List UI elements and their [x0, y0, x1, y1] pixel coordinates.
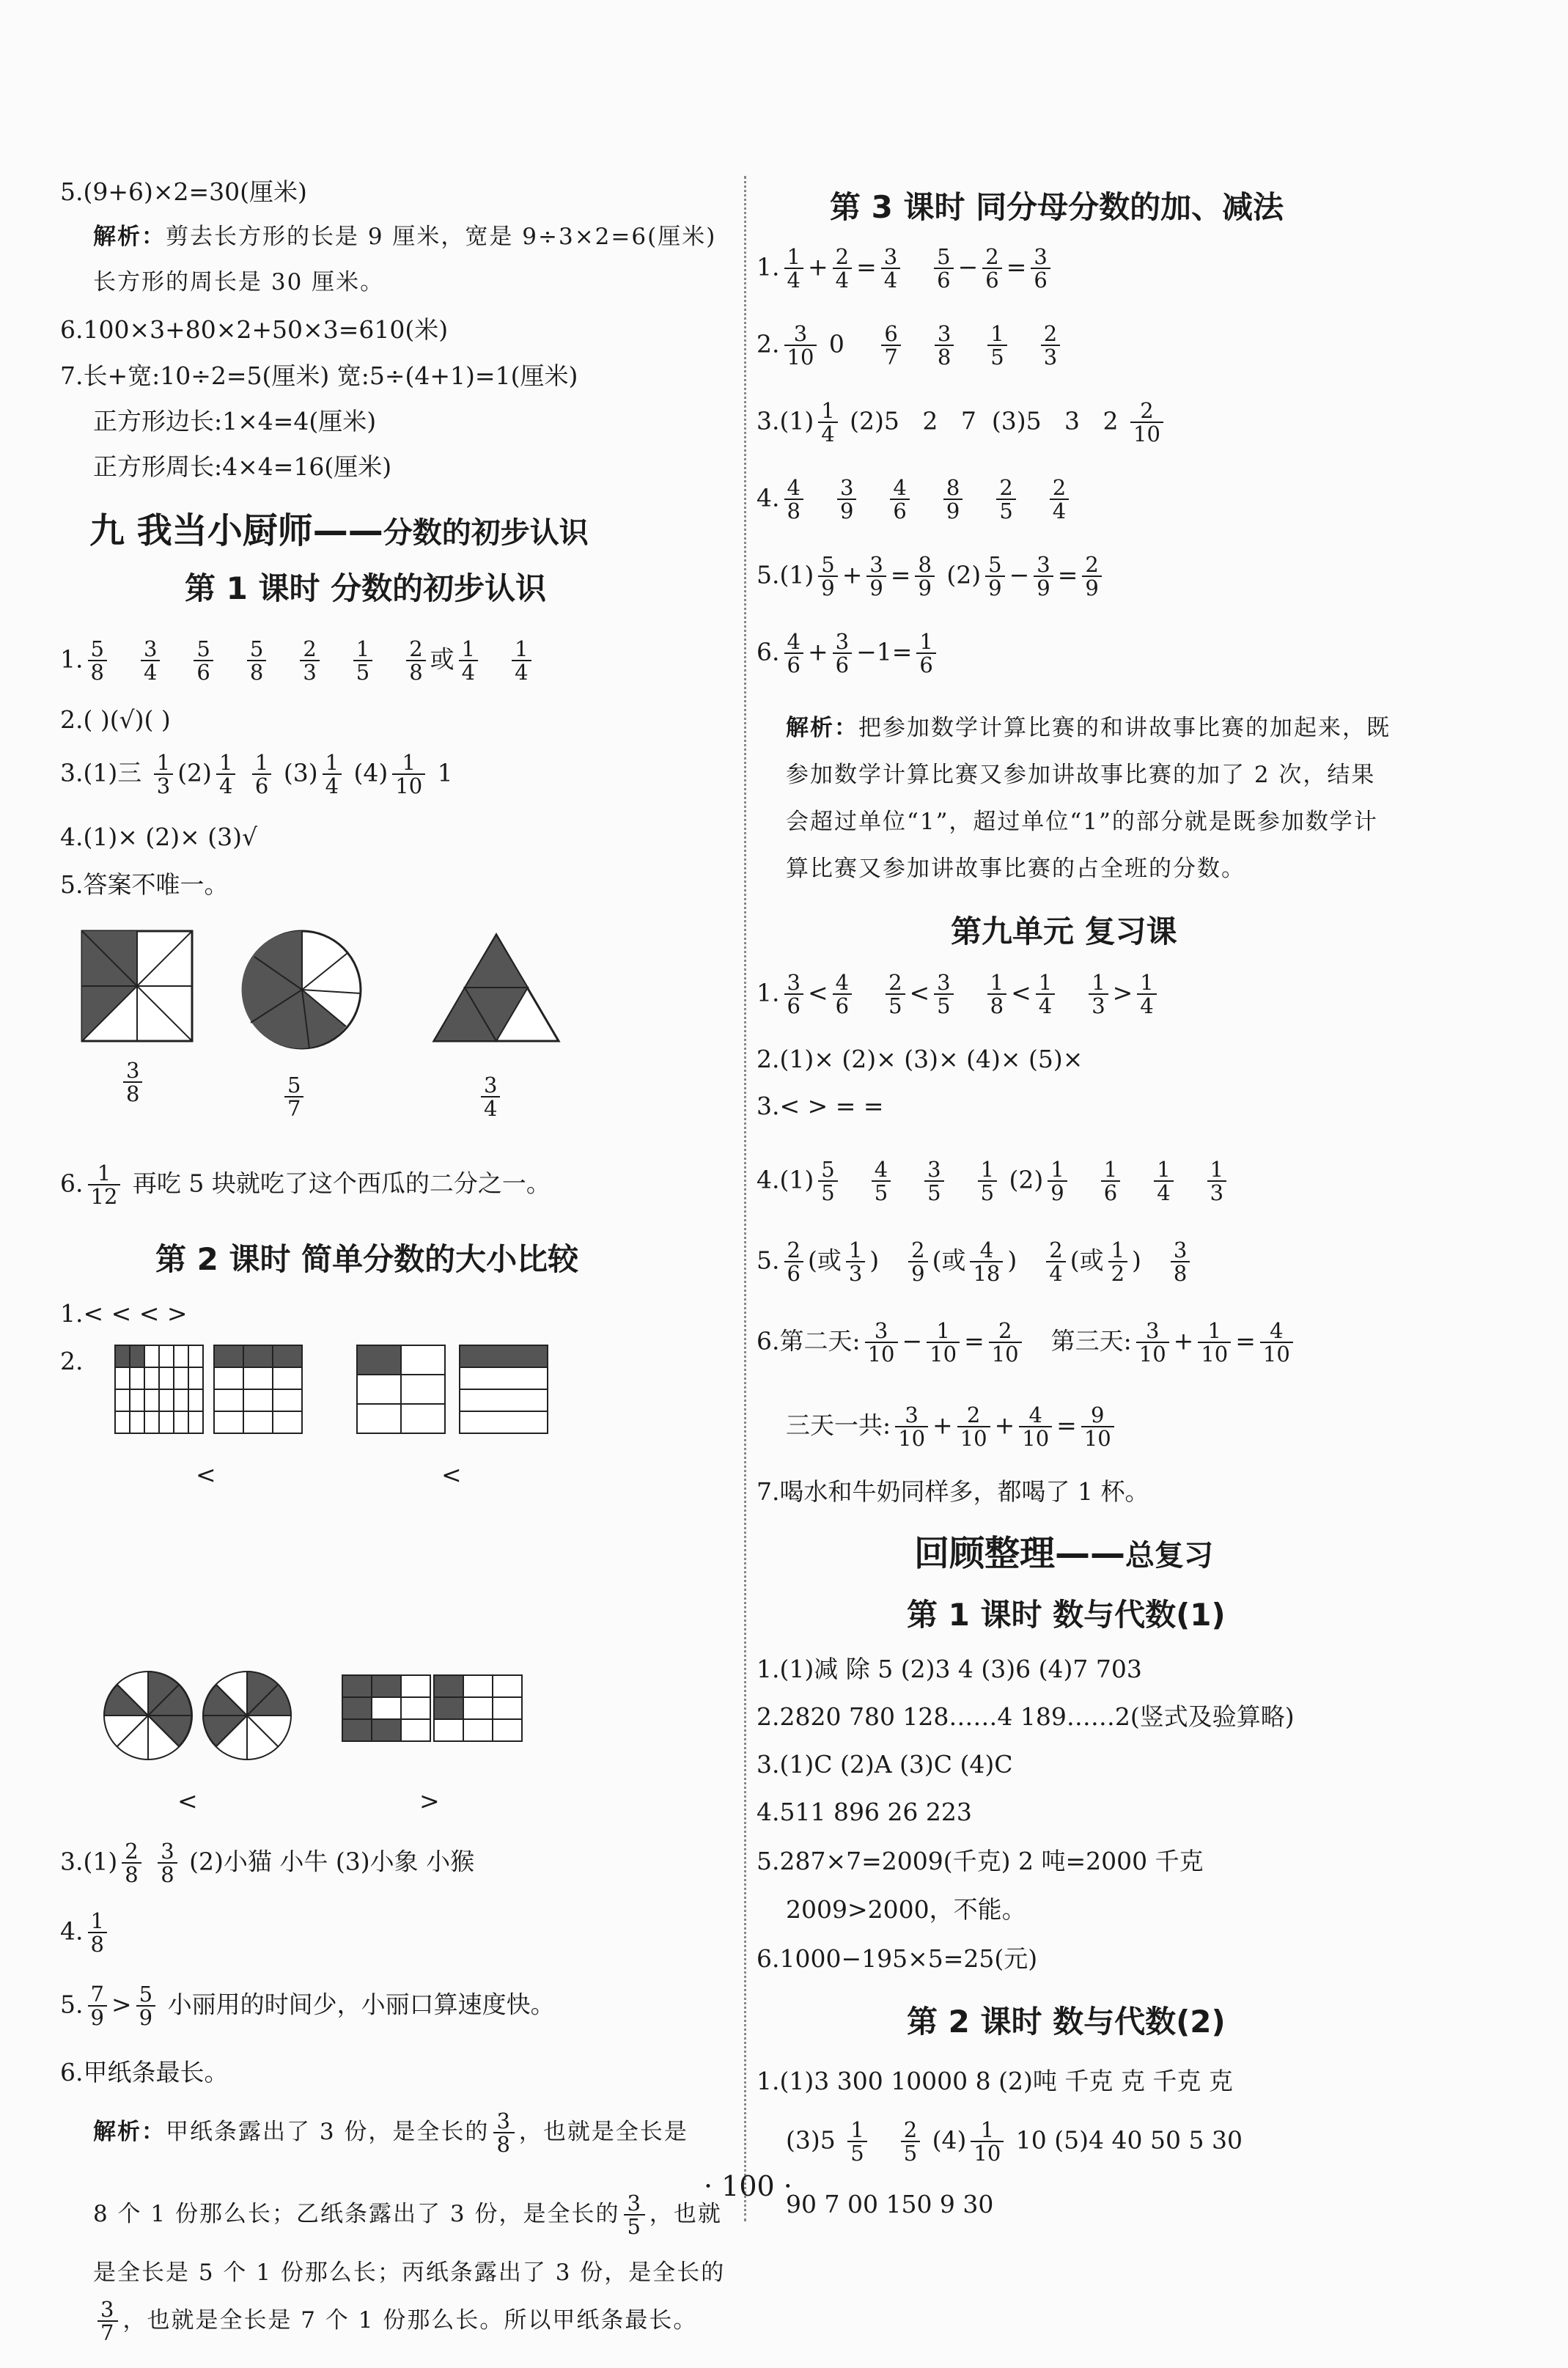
lesson3-title: 第 3 课时 同分母分数的加、减法: [830, 189, 1284, 225]
c1-q5a: 5.287×7=2009(千克) 2 吨=2000 千克: [757, 1847, 1204, 1875]
compare-sign-3: <: [177, 1787, 198, 1815]
r-q2: 2. $\frac{3}{10}$ 0 $\frac{6}{7}$ $\frac{3}{8}$ $\frac{1}{5}$ $\frac{2}{3}$: [757, 323, 1064, 369]
l1-q5: 5.答案不唯一。: [60, 870, 229, 899]
compare-sign-4: >: [419, 1787, 440, 1815]
circle-compare: [100, 1668, 306, 1771]
r-q6-note-3: 会超过单位“1”，超过单位“1”的部分就是既参加数学计: [786, 809, 1378, 835]
c2-q1-line1: 1.(1)3 300 10000 8 (2)吨 千克 克 千克 克: [757, 2067, 1233, 2095]
l1-q1: 1. $\frac{5}{8}$ $\frac{3}{4}$ $\frac{5}{6}$ $\frac{5}{8}$ $\frac{2}{3}$ $\frac{1}{5}$ $\frac{2}{8}$ 或 $\frac{1}{4}$ $\frac{1}{4}$: [60, 638, 536, 684]
fig3-label: $\frac{3}{4}$: [476, 1074, 504, 1120]
c1-q1: 1.(1)减 除 5 (2)3 4 (3)6 (4)7 703: [757, 1655, 1142, 1683]
fig2-label: $\frac{5}{7}$: [280, 1074, 308, 1120]
triangle-fraction-figure: [427, 927, 566, 1052]
rv-q7: 7.喝水和牛奶同样多，都喝了 1 杯。: [757, 1477, 1149, 1506]
c1-q2: 2.2820 780 128……4 189……2(竖式及验算略): [757, 1702, 1295, 1731]
circle-fraction-figure: [236, 924, 368, 1056]
q7-answer-1: 7.长+宽:10÷2=5(厘米) 宽:5÷(4+1)=1(厘米): [60, 361, 578, 390]
c2-q1-line2: (3)5 $\frac{1}{5}$ $\frac{2}{5}$ (4) $\frac{1}{10}$ 10 (5)4 40 50 5 30: [786, 2117, 1243, 2166]
l2-note-1: 解析：甲纸条露出了 3 份，是全长的 $\frac{3}{8}$ ，也就是全长是: [93, 2108, 688, 2158]
q5-answer: 5.(9+6)×2=30(厘米): [60, 177, 307, 206]
r-q4: 4. $\frac{4}{8}$ $\frac{3}{9}$ $\frac{4}{6}$ $\frac{8}{9}$ $\frac{2}{5}$ $\frac{2}{4}$: [757, 477, 1073, 523]
rv-q2: 2.(1)× (2)× (3)× (4)× (5)×: [757, 1045, 1083, 1073]
block-compare: [339, 1672, 573, 1767]
fig1-label: $\frac{3}{8}$: [119, 1059, 147, 1106]
q6-answer: 6.100×3+80×2+50×3=610(米): [60, 315, 449, 344]
l2-q3: 3.(1) $\frac{2}{8}$ $\frac{3}{8}$ (2)小猫 小牛 (3)小象 小猴: [60, 1839, 475, 1888]
rv-q6-line2: 三天一共: $\frac{3}{10}$ + $\frac{2}{10}$ + $\frac{4}{10}$ = $\frac{9}{10}$: [786, 1404, 1119, 1450]
l1-q3: 3.(1)三 $\frac{1}{3}$ (2) $\frac{1}{4}$ $\frac{1}{6}$ (3) $\frac{1}{4}$ (4) $\frac{1}{10}$ 1: [60, 750, 453, 799]
r-q6-note-2: 参加数学计算比赛又参加讲故事比赛的加了 2 次，结果: [786, 762, 1376, 788]
rv-q1: 1. $\frac{3}{6}$ < $\frac{4}{6}$ $\frac{2}{5}$ < $\frac{3}{5}$ $\frac{1}{8}$ < $\frac{1}{4}$ $\frac{1}{3}$ > $\frac{1}{4}$: [757, 971, 1161, 1018]
jiexi-label: 解析：: [93, 224, 166, 250]
page-number: · 100 ·: [704, 2170, 792, 2202]
l2-note-4: $\frac{3}{7}$ ，也就是全长是 7 个 1 份那么长。所以甲纸条最长。: [93, 2298, 697, 2345]
compare-sign-2: <: [441, 1460, 462, 1489]
rv-q6-line1: 6.第二天: $\frac{3}{10}$ − $\frac{1}{10}$ = $\frac{2}{10}$ 第三天: $\frac{3}{10}$ + $\frac{1}{10}$ = $\frac{4}{10}$: [757, 1320, 1298, 1366]
l2-q4: 4. $\frac{1}{8}$: [60, 1910, 111, 1956]
q5-note-2: 长方形的周长是 30 厘米。: [93, 269, 385, 295]
lesson1-title: 第 1 课时 分数的初步认识: [185, 570, 547, 606]
c2-title: 第 2 课时 数与代数(2): [907, 2004, 1226, 2040]
c1-q6: 6.1000−195×5=25(元): [757, 1944, 1038, 1973]
r-q6: 6. $\frac{4}{6}$ + $\frac{3}{6}$ −1= $\frac{1}{6}$: [757, 630, 941, 677]
r-q1: 1. $\frac{1}{4}$ + $\frac{2}{4}$ = $\frac{3}{4}$ $\frac{5}{6}$ − $\frac{2}{6}$ = $\frac{3}{6}$: [757, 246, 1055, 292]
r-q3: 3.(1) $\frac{1}{4}$ (2)5 2 7 (3)5 3 2 $\frac{2}{10}$: [757, 400, 1168, 446]
lesson2-title: 第 2 课时 简单分数的大小比较: [155, 1241, 579, 1277]
rv-q5: 5. $\frac{2}{6}$ (或 $\frac{1}{3}$ ) $\frac{2}{9}$ (或 $\frac{4}{18}$ ) $\frac{2}{4}$ (或 $\frac{1}{2}$ ) $\frac{3}{8}$: [757, 1239, 1194, 1285]
q7-answer-2: 正方形边长:1×4=4(厘米): [93, 407, 377, 435]
l1-q6: 6. $\frac{1}{12}$ 再吃 5 块就吃了这个西瓜的二分之一。: [60, 1161, 551, 1210]
rv-q3: 3.< > = =: [757, 1092, 884, 1120]
unit9-title: 九 我当小厨师——分数的初步认识: [89, 510, 589, 551]
l2-q1: 1.< < < >: [60, 1299, 188, 1328]
l2-q2-label: 2.: [60, 1347, 84, 1375]
l2-note-2: 8 个 1 份那么长；乙纸条露出了 3 份，是全长的 $\frac{3}{5}$ ，也就: [93, 2191, 722, 2240]
c1-q5b: 2009>2000，不能。: [786, 1895, 1026, 1924]
r-q5: 5.(1) $\frac{5}{9}$ + $\frac{3}{9}$ = $\frac{8}{9}$ (2) $\frac{5}{9}$ − $\frac{3}{9}$ = $\frac{2}{9}$: [757, 554, 1106, 600]
review-title: 回顾整理——总复习: [914, 1533, 1214, 1574]
r-q6-note-4: 算比赛又参加讲故事比赛的占全班的分数。: [786, 856, 1245, 882]
c1-q3: 3.(1)C (2)A (3)C (4)C: [757, 1750, 1013, 1779]
c2-q1-line3: 90 7 00 150 9 30: [786, 2190, 994, 2218]
c1-title: 第 1 课时 数与代数(1): [907, 1597, 1226, 1633]
l2-q6: 6.甲纸条最长。: [60, 2058, 229, 2086]
l2-note-3: 是全长是 5 个 1 份那么长；丙纸条露出了 3 份，是全长的: [93, 2259, 726, 2286]
l2-q5: 5. $\frac{7}{9}$ > $\frac{5}{9}$ 小丽用的时间少，小丽口算速度快。: [60, 1982, 555, 2031]
q7-answer-3: 正方形周长:4×4=16(厘米): [93, 452, 392, 481]
compare-sign-1: <: [196, 1460, 216, 1489]
c1-q4: 4.511 896 26 223: [757, 1798, 972, 1826]
q5-note-1: 解析：剪去长方形的长是 9 厘米，宽是 9÷3×2=6(厘米): [93, 224, 717, 250]
grid-compare-2: [353, 1342, 588, 1444]
rv-q4: 4.(1) $\frac{5}{5}$ $\frac{4}{5}$ $\frac{3}{5}$ $\frac{1}{5}$ (2) $\frac{1}{9}$ $\frac{1}{6}$ $\frac{1}{4}$ $\frac{1}{3}$: [757, 1158, 1231, 1205]
column-divider: [744, 176, 746, 2221]
review9-title: 第九单元 复习课: [951, 913, 1177, 949]
l1-q4: 4.(1)× (2)× (3)√: [60, 823, 258, 851]
square-fraction-figure: [75, 924, 207, 1048]
l1-q2: 2.( )(√)( ): [60, 705, 171, 734]
r-q6-note-1: 解析：把参加数学计算比赛的和讲故事比赛的加起来，既: [786, 715, 1391, 741]
